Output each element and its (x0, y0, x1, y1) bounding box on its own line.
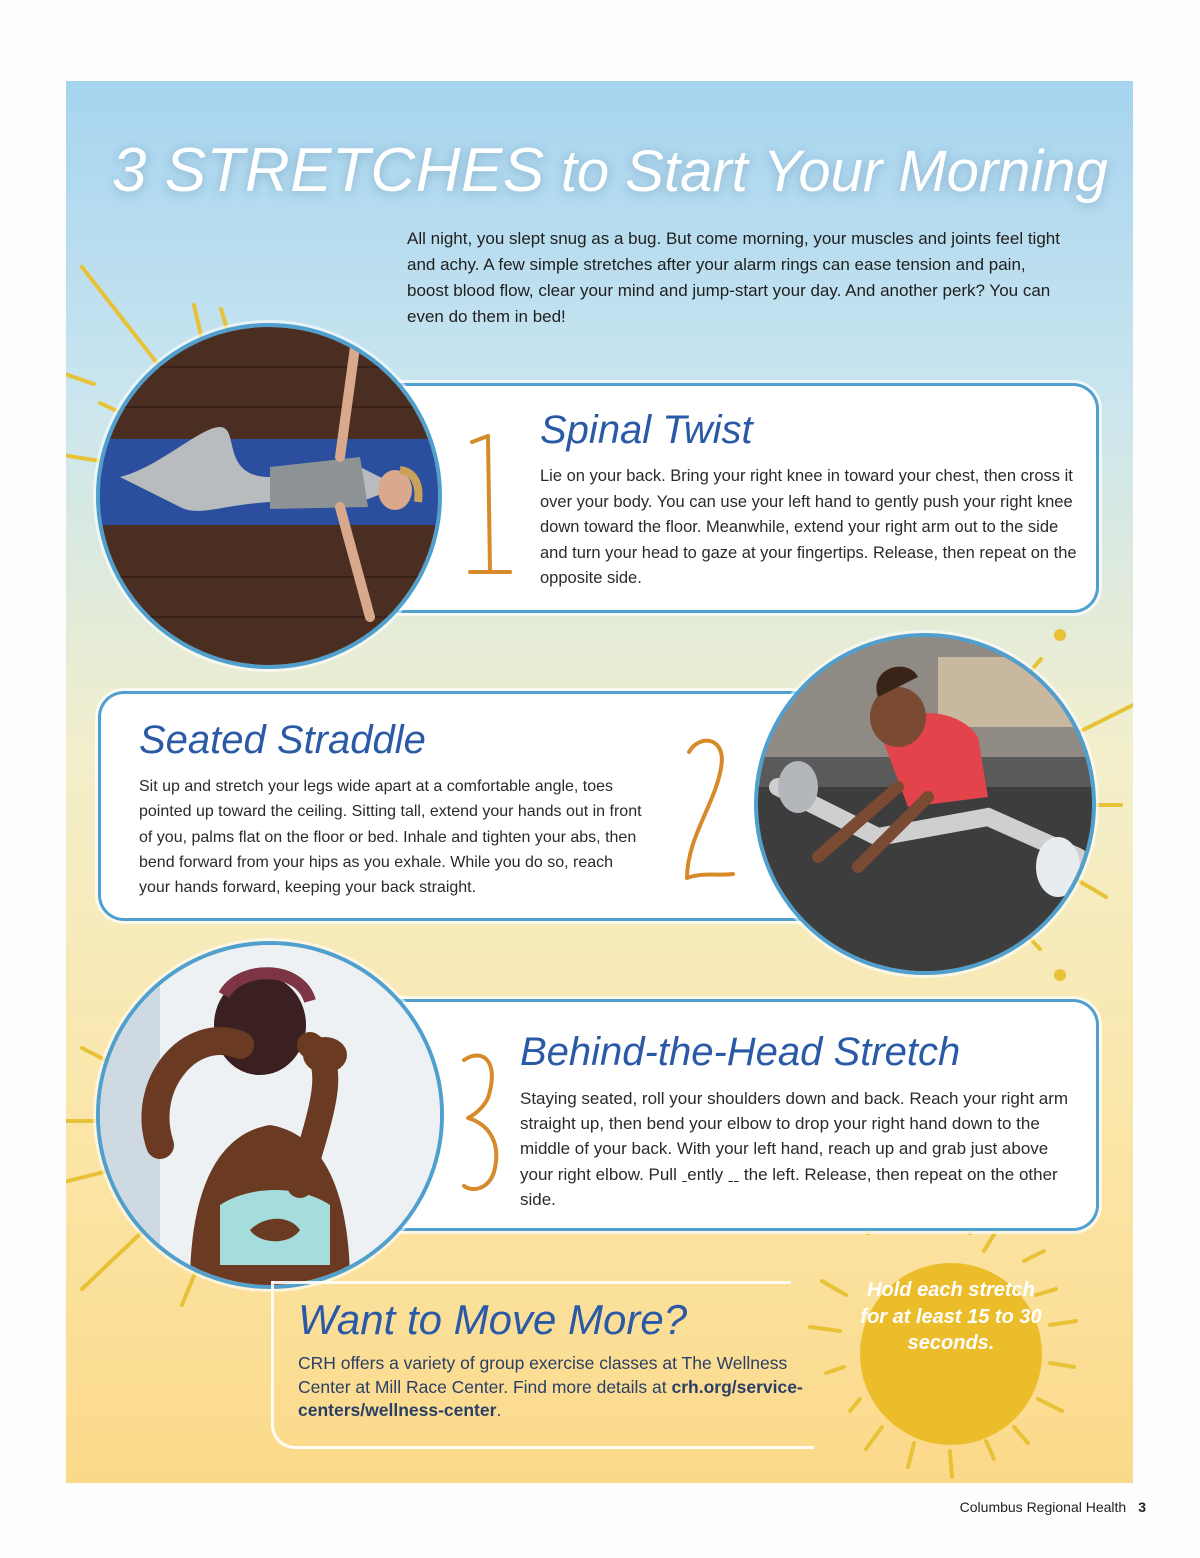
title-number-part: 3 STRETCHES (112, 136, 545, 205)
ray (986, 1441, 994, 1459)
spinal-twist-photo (96, 323, 442, 669)
ray (1024, 1251, 1044, 1261)
number-1-glyph (460, 424, 520, 584)
stretch-title-3: Behind-the-Head Stretch (520, 1030, 961, 1074)
move-more-title: Want to Move More? (298, 1296, 688, 1343)
page-footer (960, 1499, 1146, 1515)
ray (1014, 1427, 1028, 1443)
wellness-center-link[interactable]: crh.org/service-centers/wellness-center (298, 1376, 803, 1420)
stretch-title-1: Spinal Twist (540, 408, 753, 452)
move-more-body: CRH offers a variety of group exercise classes at The Wellness Center at Mill Race Center. Find more details at (298, 1353, 788, 1397)
stretch-title-2: Seated Straddle (139, 718, 426, 762)
stretch-text-2: Sit up and stretch your legs wide apart at a comfortable angle, toes pointed up toward the ceiling. Sitting tall, extend your hands out in front of you, palms flat on the floor or bed. Inhale and tighten your abs, then bend forward from your hips as you exhale. While you do so, reach your hands forward, keeping your back straight. (139, 778, 642, 897)
footer-publisher: Columbus Regional Health (959, 1499, 1127, 1515)
stretch-text-1: Lie on your back. Bring your right knee in toward your chest, then cross it over your body. You can use your left hand to gently push your right knee down toward the floor. Meanwhile, extend your right arm out to the side and turn your head to gaze at your fingertips. Release, then repeat on the opposite side. (540, 467, 1077, 587)
content-panel (66, 81, 1133, 1483)
ray (850, 1399, 860, 1411)
ray (908, 1443, 914, 1467)
stretch-card-2 (98, 691, 839, 921)
ray (950, 1451, 952, 1477)
ray-dot (1054, 969, 1066, 981)
ray (1050, 1321, 1076, 1325)
ray-dot (1054, 629, 1066, 641)
page-title (112, 135, 1112, 206)
ray (826, 1367, 844, 1373)
sun-badge-text: Hold each stretch for at least 15 to 30 seconds. (860, 1279, 1042, 1354)
ray (66, 371, 94, 384)
move-more-end: . (496, 1400, 502, 1420)
stretch-text-3: Staying seated, roll your shoulders down and back. Reach your right arm straight up, then bend your elbow to drop your right hand down to the middle of your back. With your left hand, reach up and grab just above your right elbow. Pull ˍently ˍˍ the left. Release, then repeat on the other side. (520, 1089, 1069, 1209)
behind-the-head-photo (96, 941, 444, 1289)
stretch-card-3 (366, 999, 1099, 1231)
title-rest: to Start Your Morning (544, 139, 1108, 204)
ray (1038, 1399, 1062, 1411)
move-more-text (298, 1352, 818, 1423)
ray (810, 1327, 840, 1331)
ray (984, 1231, 996, 1251)
seated-straddle-photo (754, 633, 1096, 975)
ray (822, 1281, 846, 1295)
page-number: 3 (1138, 1499, 1146, 1515)
ray (1050, 1363, 1074, 1367)
move-more-frame-top (271, 1281, 791, 1284)
intro-paragraph: All night, you slept snug as a bug. But come morning, your muscles and joints feel tight and achy. A few simple stretches after your alarm rings can ease tension and pain, boost blood flow, clear your mind and jump-start your day. And another perk? You can even do them in bed! (407, 229, 1060, 326)
ray (866, 1427, 882, 1449)
number-3-glyph (458, 1046, 508, 1196)
number-2-glyph (679, 728, 739, 888)
